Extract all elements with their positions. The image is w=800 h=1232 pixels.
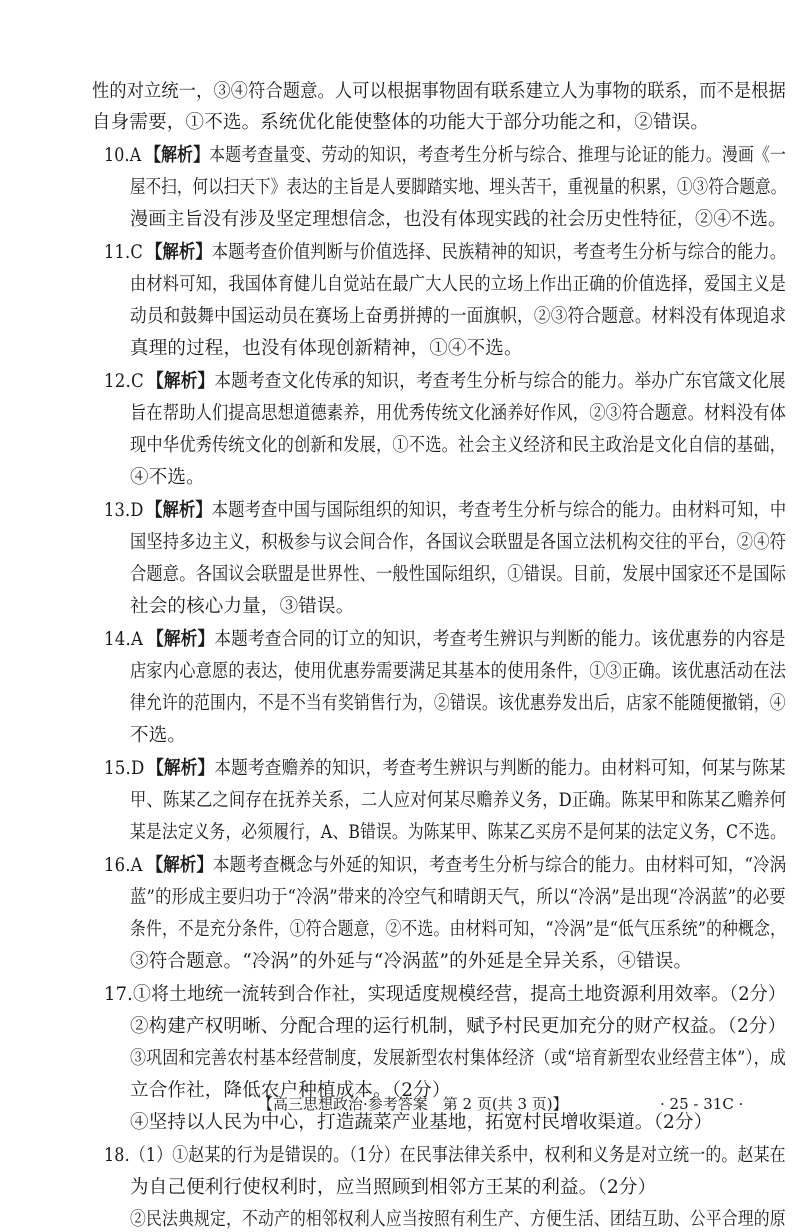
- line-text: ③巩固和完善农村基本经营制度，发展新型农村集体经济（或“培育新型农业经营主体”），成: [130, 1048, 787, 1069]
- footer-page-info: 【高三思想政治·参考答案 第 2 页(共 3 页)】: [258, 1095, 568, 1113]
- line-text: 社会的核心力量，③错误。: [130, 596, 355, 617]
- answer-line: [130, 886, 786, 910]
- answer-line: [130, 918, 786, 942]
- answer-line: [130, 305, 786, 329]
- answer-item-start: [104, 499, 786, 523]
- answer-line: [130, 466, 205, 490]
- line-text: 由材料可知，我国体育健儿自觉站在最广大人民的立场上作出正确的价值选择，爱国主义是: [130, 274, 787, 295]
- answer-item-start: [104, 370, 786, 394]
- answer-line: [130, 273, 786, 297]
- line-text: ②构建产权明晰、分配合理的运行机制，赋予村民更加充分的财产权益。（2分）: [130, 1016, 787, 1037]
- answer-line: [130, 1015, 786, 1039]
- line-text: 律允许的范围内，不是不当有奖销售行为，②错误。该优惠券发出后，店家不能随便撤销，④: [130, 693, 786, 714]
- analysis-tag: 【解析】: [146, 242, 212, 263]
- line-text: 漫画主旨没有涉及坚定理想信念，也没有体现实践的社会历史性特征，②④不选。: [130, 209, 787, 230]
- analysis-tag: 【解析】: [146, 500, 212, 521]
- analysis-tag: 【解析】: [145, 145, 210, 166]
- answer-line: [130, 1047, 786, 1071]
- question-number: 17.: [104, 984, 134, 1005]
- question-number: 13.D: [104, 500, 144, 521]
- line-text: 自身需要，①不选。系统优化能使整体的功能大于部分功能之和，②错误。: [92, 112, 710, 133]
- line-text: ④坚持以人民为中心，打造蔬菜产业基地，拓宽村民增收渠道。（2分）: [130, 1112, 713, 1133]
- answer-item-start: [104, 628, 786, 652]
- line-text: 屋不扫，何以扫天下》表达的主旨是人要脚踏实地、埋头苦干，重视量的积累，①③符合题意。: [130, 177, 787, 198]
- line-text: 某是法定义务，必须履行，A、B错误。为陈某甲、陈某乙买房不是何某的法定义务，C不选。: [130, 822, 786, 843]
- answer-line: [130, 595, 354, 619]
- line-text: 本题考查中国与国际组织的知识，考查考生分析与综合的能力。由材料可知，中: [211, 500, 787, 521]
- line-text: 旨在帮助人们提高思想道德素养，用优秀传统文化涵养好作风，②③符合题意。材料没有体: [130, 403, 787, 424]
- answer-line: [130, 176, 786, 200]
- analysis-tag: 【解析】: [146, 855, 214, 876]
- analysis-tag: 【解析】: [147, 371, 215, 392]
- line-text: 条件，不是充分条件，①符合题意，②不选。由材料可知，“冷涡”是“低气压系统”的种概念，: [130, 919, 786, 940]
- answer-item-start: [104, 1144, 786, 1168]
- line-text: ②民法典规定，不动产的相邻权利人应当按照有利生产、方便生活、团结互助、公平合理的原: [130, 1209, 786, 1230]
- answer-line: [130, 821, 786, 845]
- answer-line: [130, 208, 786, 232]
- question-number: 14.A: [104, 629, 144, 650]
- line-text: ③符合题意。“冷涡”的外延与“冷涡蓝”的外延是全异关系，④错误。: [130, 951, 693, 972]
- answer-item-start: [104, 144, 786, 168]
- answer-line: [130, 1111, 712, 1135]
- line-text: （1）①赵某的行为是错误的。（1分）在民事法律关系中，权利和义务是对立统一的。赵某在: [129, 1145, 786, 1166]
- answer-line: [130, 402, 786, 426]
- question-number: 12.C: [104, 371, 144, 392]
- answer-line: [92, 80, 786, 104]
- line-text: 蓝”的形成主要归功于“冷涡”带来的冷空气和晴朗天气，所以“冷涡”是出现“冷涡蓝”的必要: [130, 887, 786, 908]
- question-number: 15.D: [104, 758, 145, 779]
- answer-item-start: [104, 854, 786, 878]
- footer-code: · 25 - 31C ·: [660, 1095, 744, 1113]
- line-text: 为自己便利行使权利时，应当照顾到相邻方王某的利益。（2分）: [130, 1177, 657, 1198]
- line-text: ④不选。: [130, 467, 205, 488]
- answer-line: [130, 434, 786, 458]
- answer-item-start: [104, 757, 786, 781]
- answer-line: [130, 563, 786, 587]
- line-text: 本题考查概念与外延的知识，考查考生分析与综合的能力。由材料可知，“冷涡: [213, 855, 787, 876]
- line-text: 本题考查合同的订立的知识，考查考生辨识与判断的能力。该优惠券的内容是: [214, 629, 786, 650]
- line-text: 立合作社，降低农户种植成本。（2分）: [130, 1080, 451, 1101]
- line-text: 本题考查量变、劳动的知识，考查考生分析与综合、推理与论证的能力。漫画《一: [209, 145, 787, 166]
- question-number: 18.: [104, 1145, 130, 1166]
- line-text: 真理的过程，也没有体现创新精神，①④不选。: [130, 338, 523, 359]
- line-text: ①将土地统一流转到合作社，实现适度规模经营，提高土地资源利用效率。（2分）: [133, 984, 786, 1005]
- line-text: 性的对立统一，③④符合题意。人可以根据事物固有联系建立人为事物的联系，而不是根据: [92, 81, 787, 102]
- analysis-tag: 【解析】: [147, 629, 215, 650]
- question-number: 16.A: [104, 855, 143, 876]
- answer-line: [130, 724, 186, 748]
- answer-item-start: [104, 241, 786, 265]
- line-text: 不选。: [130, 725, 187, 746]
- answer-line: [130, 660, 786, 684]
- answer-line: [130, 337, 523, 361]
- line-text: 合题意。各国议会联盟是世界性、一般性国际组织，①错误。目前，发展中国家还不是国际: [130, 564, 787, 585]
- answer-line: [92, 111, 709, 135]
- answer-line: [130, 789, 786, 813]
- answer-line: [130, 1176, 656, 1200]
- line-text: 甲、陈某乙之间存在抚养关系，二人应对何某尽赡养义务，D正确。陈某甲和陈某乙赡养何: [130, 790, 787, 811]
- answer-line: [130, 531, 786, 555]
- line-text: 本题考查文化传承的知识，考查考生分析与综合的能力。举办广东官箴文化展: [214, 371, 786, 392]
- answer-line: [130, 692, 786, 716]
- line-text: 店家内心意愿的表达，使用优惠券需要满足其基本的使用条件，①③正确。该优惠活动在法: [130, 661, 787, 682]
- line-text: 现中华优秀传统文化的创新和发展，①不选。社会主义经济和民主政治是文化自信的基础，: [130, 435, 787, 456]
- question-number: 11.C: [104, 242, 143, 263]
- answer-line: [130, 1208, 786, 1232]
- line-text: 本题考查赡养的知识，考查考生辨识与判断的能力。由材料可知，何某与陈某: [214, 758, 786, 779]
- line-text: 动员和鼓舞中国运动员在赛场上奋勇拼搏的一面旗帜，②③符合题意。材料没有体现追求: [130, 306, 787, 327]
- analysis-tag: 【解析】: [147, 758, 215, 779]
- question-number: 10.A: [104, 145, 142, 166]
- answer-item-start: [104, 983, 786, 1007]
- answer-line: [130, 950, 692, 974]
- line-text: 国坚持多边主义，积极参与议会间合作，各国议会联盟是各国立法机构交往的平台，②④符: [130, 532, 787, 553]
- line-text: 本题考查价值判断与价值选择、民族精神的知识，考查考生分析与综合的能力。: [211, 242, 787, 263]
